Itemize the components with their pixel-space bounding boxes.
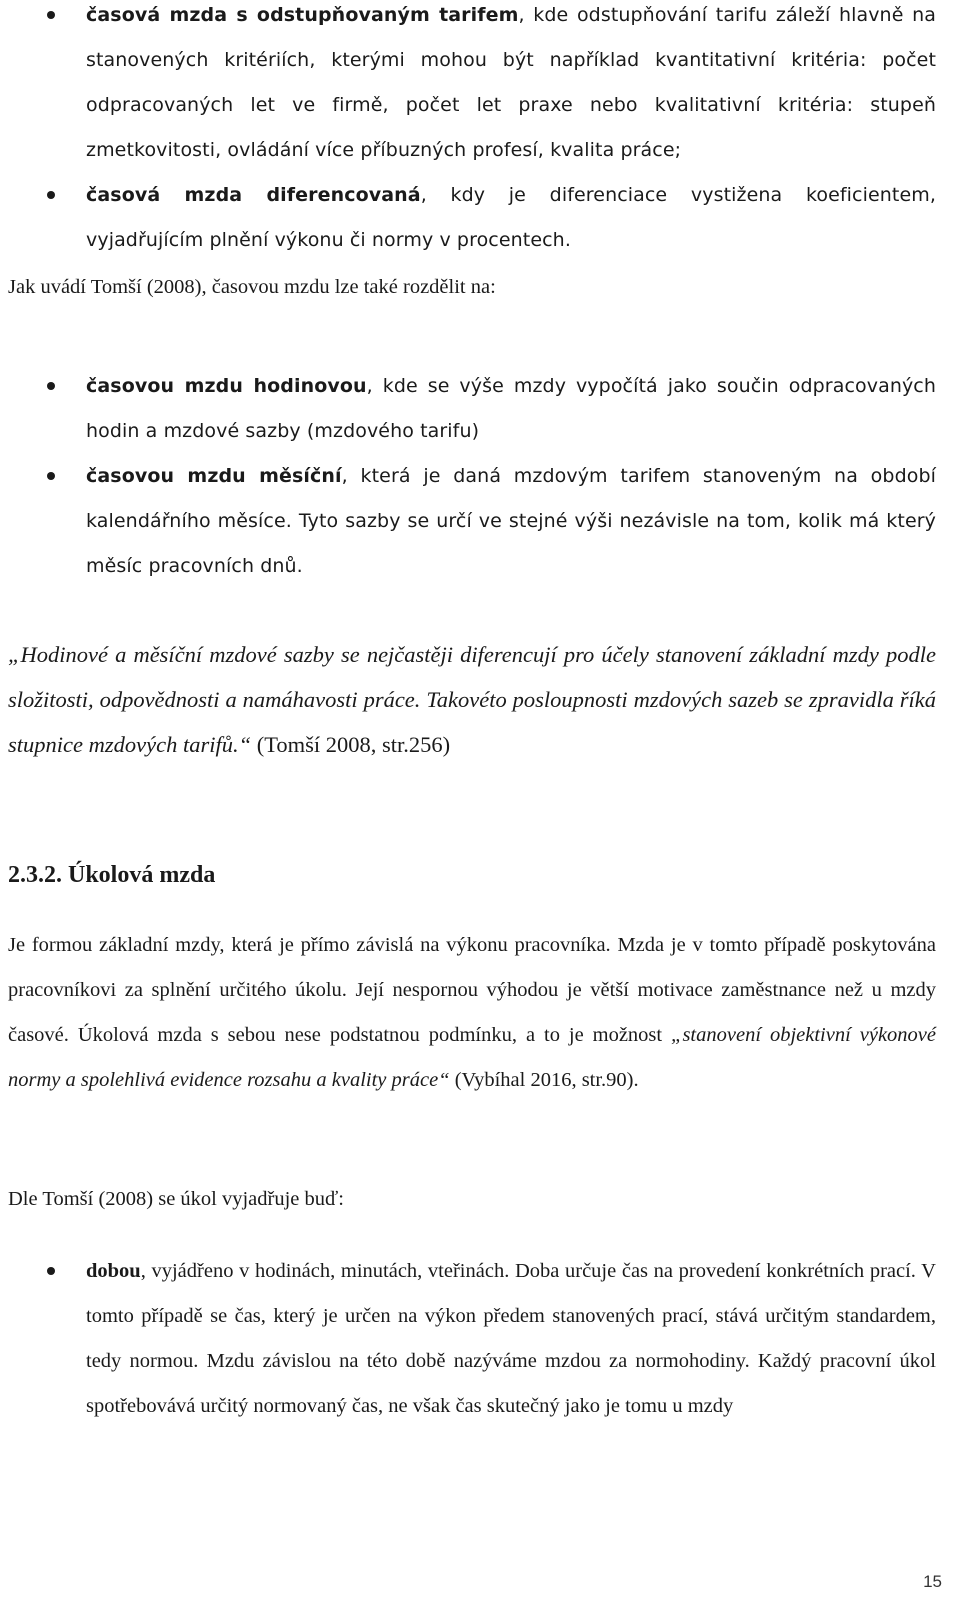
definition: , vyjádřeno v hodinách, minutách, vteřinách. Doba určuje čas na provedení konkrétních prací. V tomto případě se čas, který je určen na výkon předem stanovených prací, stává určitým standardem, tedy normou. Mzdu závislou na této době nazýváme mzdou za normohodiny. Každý pracovní úkol spotřebovává určitý normovaný čas, ne však čas skutečný jako je tomu u mzdy [86,1260,936,1417]
paragraph-tomsi: Jak uvádí Tomší (2008), časovou mzdu lze také rozdělit na: [8,276,496,298]
time-wage-list [0,364,936,589]
paragraph-text: Je formou základní mzdy, která je přímo závislá na výkonu pracovníka. Mzda je v tomto případě poskytována pracovníkovi za splnění určitého úkolu. Její nespornou výhodou je větší motivace zaměstnance než u mzdy časové. Úkolová mzda s sebou nese podstatnou podmínku, a to je možnost [8,934,936,1046]
bullet-icon [47,1267,55,1275]
term: dobou [86,1260,141,1282]
quote-paragraph [8,632,936,767]
list-item [0,173,936,263]
term: časová mzda s odstupňovaným tarifem [86,4,519,26]
bullet-icon [47,11,55,19]
term: časovou mzdu měsíční [86,465,342,487]
definition: , kde se výše mzdy vypočítá jako součin odpracovaných hodin a mzdové sazby (mzdového tarifu) [86,375,936,442]
quote-citation: (Tomší 2008, str.256) [251,732,451,757]
paragraph-citation: (Vybíhal 2016, str.90). [449,1069,639,1091]
term: časovou mzdu hodinovou [86,375,367,397]
bullet-icon [47,382,55,390]
section-heading: 2.3.2. Úkolová mzda [8,862,216,888]
paragraph-quote: „stanovení objektivní výkonové normy a spolehlivá evidence rozsahu a kvality práce“ [8,1024,936,1091]
page-number: 15 [923,1572,942,1591]
list-item [0,1249,936,1429]
paragraph-dle: Dle Tomší (2008) se úkol vyjadřuje buď: [8,1188,344,1210]
bullet-icon [47,472,55,480]
list-item [0,454,936,589]
wage-types-list [0,0,936,263]
list-item [0,364,936,454]
quote-text: „Hodinové a měsíční mzdové sazby se nejčastěji diferencují pro účely stanovení základní mzdy podle složitosti, odpovědnosti a namáhavosti práce. Takovéto posloupnosti mzdových sazeb se zpravidla říká stupnice mzdových tarifů.“ [8,642,936,757]
term: časová mzda diferencovaná [86,184,421,206]
list-item [0,0,936,173]
definition: , kde odstupňování tarifu záleží hlavně na stanovených kritériích, kterými mohou být například kvantitativní kritéria: počet odpracovaných let ve firmě, počet let praxe nebo kvalitativní kritéria: stupeň zmetkovitosti, ovládání více příbuzných profesí, kvalita práce; [86,4,936,161]
bullet-icon [47,191,55,199]
task-types-list [0,1249,936,1429]
definition: , kdy je diferenciace vystižena koeficientem, vyjadřujícím plnění výkonu či normy v procentech. [86,184,936,251]
paragraph-ukolova [8,923,936,1103]
definition: , která je daná mzdovým tarifem stanoveným na období kalendářního měsíce. Tyto sazby se určí ve stejné výši nezávisle na tom, kolik má který měsíc pracovních dnů. [86,465,936,577]
